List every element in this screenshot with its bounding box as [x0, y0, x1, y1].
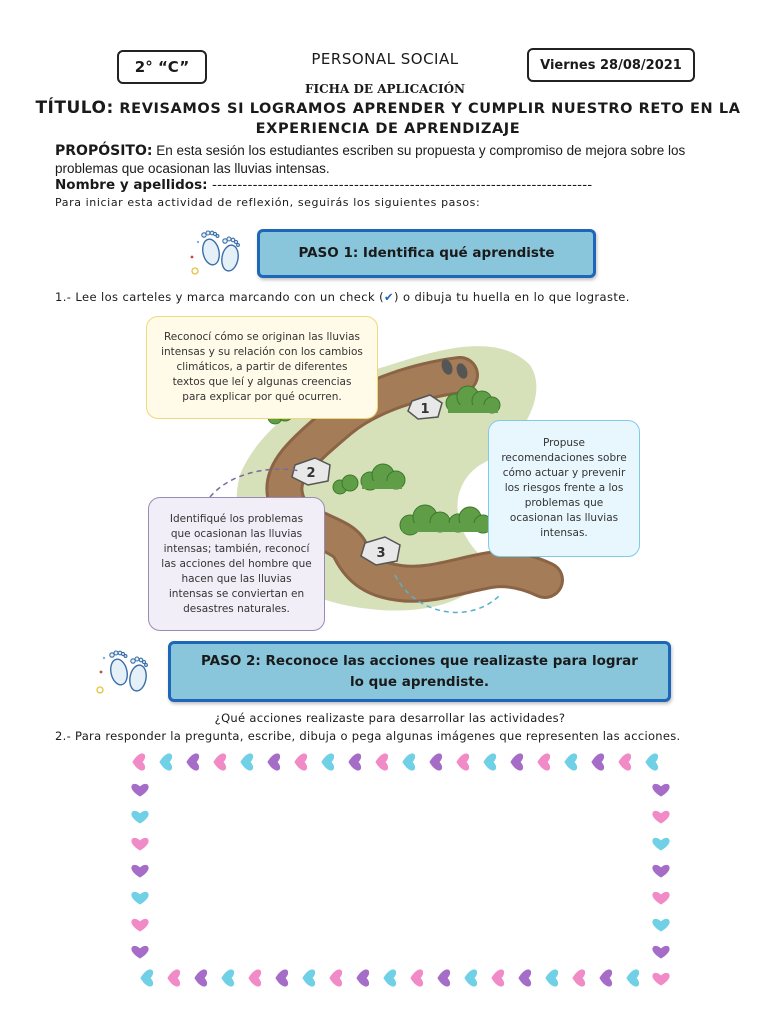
heart-icon: [131, 783, 149, 797]
check-icon: ✔: [384, 290, 395, 304]
nombre-dashes: ---------------------------------------------------------------------------: [207, 177, 593, 193]
question-text: ¿Qué acciones realizaste para desarrollar las actividades?: [214, 711, 566, 725]
title-label: TÍTULO: [35, 98, 107, 118]
heart-icon: [275, 969, 289, 987]
card-reconoci-text: Reconocí cómo se originan las lluvias intensas y su relación con los cambios climáticos, a partir de diferentes textos que leí y algunas creencias para explicar por qué ocurren.: [161, 331, 363, 403]
heart-icon: [329, 969, 343, 987]
instruction-1: [55, 290, 755, 304]
stone-2-label: 2: [306, 466, 316, 481]
heart-icon: [321, 753, 335, 771]
card-identifique[interactable]: [148, 497, 325, 631]
subject-title: PERSONAL SOCIAL: [311, 50, 459, 68]
heart-icon: [131, 945, 149, 959]
instruction-2: 2.- Para responder la pregunta, escribe, dibuja o pega algunas imágenes que representen las acciones.: [55, 729, 681, 743]
heart-icon: [652, 891, 670, 905]
heart-icon: [645, 753, 659, 771]
heart-icon: [564, 753, 578, 771]
heart-icon: [356, 969, 370, 987]
card-identifique-text: Identifiqué los problemas que ocasionan las lluvias intensas; también, reconocí las acciones del hombre que hacen que las lluvias intensas se conviertan en desastres naturales.: [161, 512, 312, 615]
heart-icon: [491, 969, 505, 987]
heart-icon: [294, 753, 308, 771]
card-propuse-text: Propuse recomendaciones sobre cómo actuar y prevenir los riesgos frente a los problemas que ocasionan las lluvias intensas.: [501, 437, 627, 539]
stone-1-label: 1: [420, 402, 430, 417]
heart-icon: [545, 969, 559, 987]
paso2-banner: [168, 641, 671, 702]
heart-icon: [383, 969, 397, 987]
heart-icon: [572, 969, 586, 987]
paso1-banner: [257, 229, 596, 278]
grade-label: 2° “C”: [134, 58, 190, 76]
paso2-label: PASO 2: Reconoce las acciones que realizaste para lograr lo que aprendiste.: [201, 652, 638, 690]
heart-icon: [248, 969, 262, 987]
date-box: [527, 48, 695, 82]
heart-icon: [131, 810, 149, 824]
heart-icon: [652, 918, 670, 932]
ficha-title: FICHA DE APLICACIÓN: [304, 82, 466, 96]
proposito-label: PROPÓSITO:: [55, 143, 153, 159]
proposito: [55, 142, 735, 177]
heart-icon: [131, 891, 149, 905]
heart-icon: [652, 864, 670, 878]
heart-icon: [221, 969, 235, 987]
heart-icon: [410, 969, 424, 987]
heart-icon: [599, 969, 613, 987]
date-label: Viernes 28/08/2021: [540, 57, 682, 73]
heart-icon: [240, 753, 254, 771]
instruction-1-pre: 1.- Lee los carteles y marca marcando con un check (: [55, 290, 384, 304]
heart-icon: [402, 753, 416, 771]
heart-icon: [537, 753, 551, 771]
heart-icon: [167, 969, 181, 987]
card-reconoci[interactable]: [146, 316, 378, 419]
heart-icon: [510, 753, 524, 771]
heart-icon: [591, 753, 605, 771]
heart-icon: [131, 864, 149, 878]
paso1-label: PASO 1: Identifica qué aprendiste: [298, 245, 555, 261]
heart-icon: [652, 837, 670, 851]
heart-icon: [194, 969, 208, 987]
heart-icon: [267, 753, 281, 771]
heart-icon: [429, 753, 443, 771]
grade-box: [117, 50, 207, 84]
proposito-text: En esta sesión los estudiantes escriben su propuesta y compromiso de mejora sobre los problemas que ocasionan las lluvias intensas.: [55, 143, 686, 176]
page-title: TÍTULO: REVISAMOS SI LOGRAMOS APRENDER Y CUMPLIR NUESTRO RETO EN LA EXPERIENCIA DE APRENDIZAJE: [35, 98, 741, 137]
stone-3-label: 3: [376, 546, 386, 561]
heart-icon: [456, 753, 470, 771]
heart-icon: [131, 837, 149, 851]
heart-icon: [437, 969, 451, 987]
heart-icon: [518, 969, 532, 987]
heart-icon: [652, 810, 670, 824]
heart-icon: [483, 753, 497, 771]
heart-icon: [159, 753, 173, 771]
heart-icon: [652, 945, 670, 959]
heart-icon: [652, 783, 670, 797]
heart-icon: [464, 969, 478, 987]
heart-icon: [213, 753, 227, 771]
heart-icon: [348, 753, 362, 771]
heart-icon: [140, 969, 154, 987]
heart-icon: [131, 918, 149, 932]
heart-icon: [375, 753, 389, 771]
title-line2: EXPERIENCIA DE APRENDIZAJE: [255, 121, 521, 137]
title-line1: REVISAMOS SI LOGRAMOS APRENDER Y CUMPLIR NUESTRO RETO EN LA: [119, 101, 741, 117]
intro-text: Para iniciar esta actividad de reflexión, seguirás los siguientes pasos:: [55, 196, 481, 209]
nombre-label: Nombre y apellidos:: [55, 177, 208, 193]
heart-icon: [652, 972, 670, 986]
footprints-icon: [94, 642, 156, 698]
heart-icon: [132, 753, 146, 771]
heart-icon: [186, 753, 200, 771]
nombre-field[interactable]: [55, 177, 735, 193]
footprints-icon: [186, 222, 248, 278]
instruction-1-post: ) o dibuja tu huella en lo que lograste.: [394, 290, 630, 304]
heart-icon: [626, 969, 640, 987]
heart-icon: [618, 753, 632, 771]
card-propuse[interactable]: [488, 420, 640, 557]
heart-icon: [302, 969, 316, 987]
answer-area[interactable]: [152, 774, 649, 966]
